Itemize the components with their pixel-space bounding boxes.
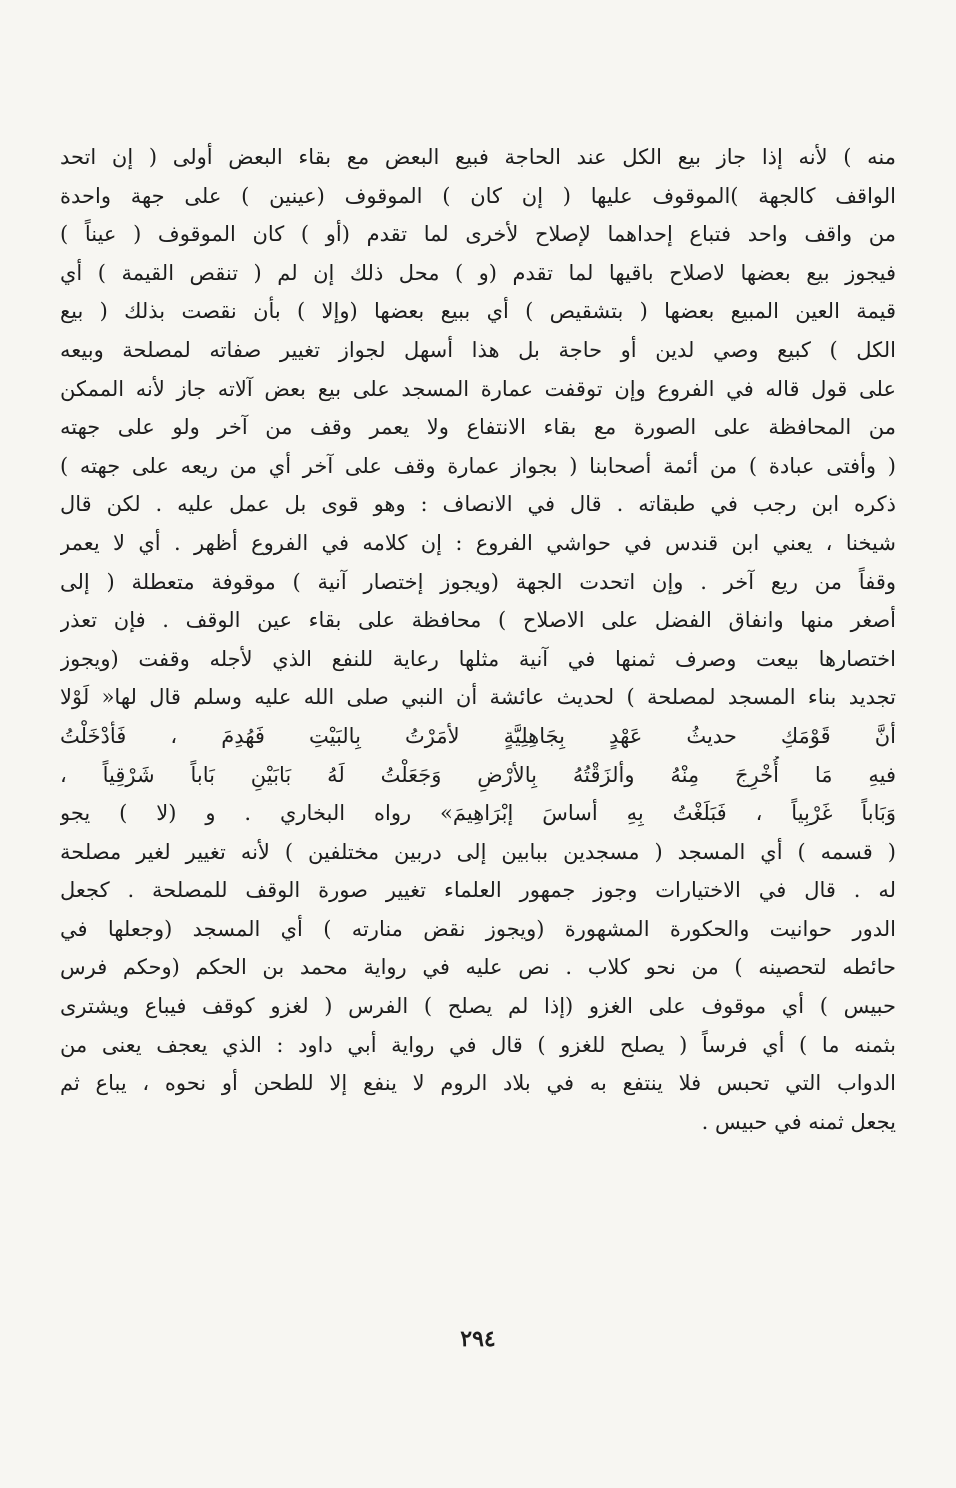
body-text — [60, 138, 896, 1141]
text-line: على قول قاله في الفروع وإن توقفت عمارة المسجد على بيع بعض آلاته جاز لأنه الممكن — [60, 376, 896, 401]
text-line: ( قسمه ) أي المسجد ( مسجدين ببابين إلى دربين مختلفين ) لأنه تغيير لغير مصلحة — [60, 839, 896, 864]
text-line-last: يجعل ثمنه في حبيس . — [701, 1109, 896, 1134]
text-line: حبيس ) أي موقوف على الغزو (إذا لم يصلح ) الفرس ( لغزو كوقف فيباع ويشترى — [60, 994, 896, 1019]
page-number: ٢٩٤ — [460, 1326, 496, 1352]
text-line: الكل ) كبيع وصي لدين أو حاجة بل هذا أسهل لجواز تغيير صفاته لمصلحة وبيعه — [60, 337, 896, 362]
text-line: قيمة العين المبيع بعضها ( بتشقيص ) أي ببيع بعضها (وإلا ) بأن نقصت بذلك ( بيع — [60, 299, 896, 324]
text-line: أنَّ قَوْمَكِ حديثُ عَهْدٍ بِجَاهِلِيَّةٍ لأمَرْتُ بِالبَيْتِ فَهُدِمَ ، فَأدْخَلْتُ — [60, 723, 896, 748]
text-line: الدور حوانيت والحكورة المشهورة (ويجوز نقض منارته ) أي المسجد (وجعلها في — [60, 916, 896, 941]
text-line: وقفاً من ريع آخر . وإن اتحدت الجهة (ويجوز إختصار آنية ) موقوفة متعطلة ( إلى — [60, 569, 896, 594]
text-line: حائطه لتحصينه ) من نحو كلاب . نص عليه في رواية محمد بن الحكم (وحكم فرس — [60, 955, 896, 980]
text-line: الواقف كالجهة )الموقوف عليها ( إن كان ) الموقوف (عينين ) على جهة واحدة — [60, 183, 896, 208]
text-line: وَبَاباً غَرْبِياً ، فَبَلَغْتُ بِهِ أساسَ إبْرَاهِيمَ» رواه البخاري . و (لا ) يجو — [60, 801, 896, 826]
text-line: تجديد بناء المسجد لمصلحة ) لحديث عائشة أن النبي صلى الله عليه وسلم قال لها« لَوْلا — [60, 685, 896, 710]
text-line: الدواب التي تحبس فلا ينتفع به في بلاد الروم لا ينفع إلا للطحن أو نحوه ، يباع ثم — [60, 1071, 896, 1096]
text-line: من واقف واحد فتباع إحداهما لإصلاح لأخرى لما تقدم (أو ) كان الموقوف ( عيناً ) — [60, 222, 896, 247]
text-line: فيجوز بيع بعضها لاصلاح باقيها لما تقدم (و ) محل ذلك إن لم ( تنقص القيمة ) أي — [60, 260, 896, 285]
text-line: فيهِ مَا أُخْرِجَ مِنْهُ وألزَقْتُهُ بِالأرْضِ وَجَعَلْتُ لَهُ بَابَيْنِ بَاباً شَرْقِياً ، — [60, 762, 896, 787]
text-line: بثمنه ما ) أي فرساً ( يصلح للغزو ) قال في رواية أبي داود : الذي يعجف يعنى من — [60, 1032, 896, 1057]
text-line: من المحافظة على الصورة مع بقاء الانتفاع ولا يعمر وقف من آخر ولو على جهته — [60, 415, 896, 440]
text-line: منه ) لأنه إذا جاز بيع الكل عند الحاجة فبيع البعض مع بقاء البعض أولى ( إن اتحد — [60, 145, 896, 169]
text-line: شيخنا ، يعني ابن قندس في حواشي الفروع : إن كلامه في الفروع أظهر . أي لا يعمر — [60, 530, 896, 555]
text-line: اختصارها بيعت وصرف ثمنها في آنية مثلها رعاية للنفع الذي لأجله وقفت (ويجوز — [60, 646, 896, 671]
text-line: ( وأفتى عبادة ) من أئمة أصحابنا ( بجواز عمارة وقف على آخر أي من ريعه على جهته ) — [60, 453, 896, 478]
text-line: له . قال في الاختيارات وجوز جمهور العلماء تغيير صورة الوقف للمصلحة . كجعل — [60, 878, 896, 903]
text-line: أصغر منها وانفاق الفضل على الاصلاح ) محافظة على بقاء عين الوقف . فإن تعذر — [60, 608, 896, 633]
text-line: ذكره ابن رجب في طبقاته . قال في الانصاف : وهو قوى بل عمل عليه . لكن قال — [60, 492, 896, 517]
